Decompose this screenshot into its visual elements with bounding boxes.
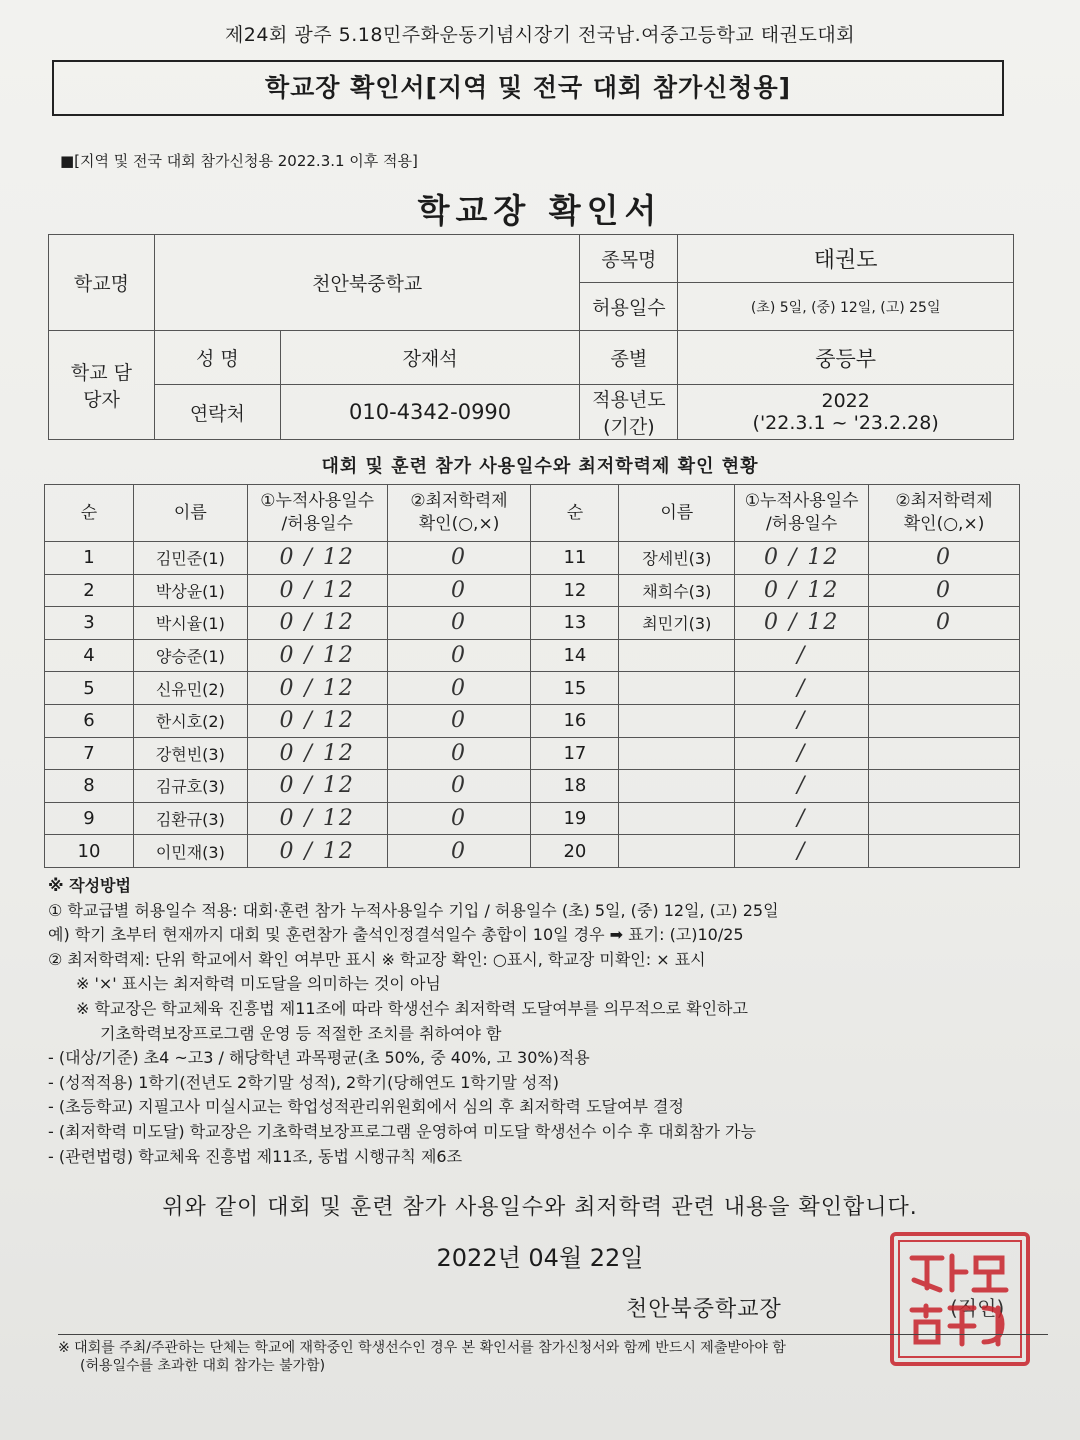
issue-date: 2022년 04월 22일 [436, 1244, 644, 1272]
used-days: / [735, 737, 869, 770]
row-number: 20 [531, 835, 619, 868]
note-line: - (대상/기준) 초4 ~고3 / 해당학년 과목평균(초 50%, 중 40%, 고 30%)적용 [48, 1048, 590, 1068]
footer-notice [58, 1334, 1048, 1375]
contact-group-label: 학교 담당자 [49, 331, 155, 440]
table-row [45, 639, 1020, 672]
row-number: 15 [531, 672, 619, 705]
row-number: 8 [45, 770, 134, 803]
row-number: 17 [531, 737, 619, 770]
allowed-days-label: 허용일수 [580, 283, 678, 331]
principal-signature: 천안북중학교장 [626, 1297, 782, 1322]
used-days: 0 / 12 [247, 737, 387, 770]
used-days: 0 / 12 [247, 574, 387, 607]
note-line: - (최저학력 미도달) 학교장은 기초학력보장프로그램 운영하여 미도달 학생선수 이수 후 대회참가 가능 [48, 1121, 756, 1141]
min-academic-check [869, 770, 1020, 803]
table-row [45, 802, 1020, 835]
student-name: 김규호(3) [133, 770, 247, 803]
used-days: 0 / 12 [247, 704, 387, 737]
footer-line: (허용일수를 초과한 대회 참가는 불가함) [80, 1358, 326, 1374]
col-days-right: ①누적사용일수 /허용일수 [735, 485, 869, 542]
note-line: - (성적적용) 1학기(전년도 2학기말 성적), 2학기(당해연도 1학기말 성적) [48, 1072, 560, 1092]
used-days: 0 / 12 [735, 542, 869, 575]
used-days: 0 / 12 [247, 672, 387, 705]
footer-line: ※ 대회를 주최/주관하는 단체는 학교에 재학중인 학생선수인 경우 본 확인서를 참가신청서와 함께 반드시 제출받아야 함 [58, 1340, 786, 1356]
col-days-left: ①누적사용일수 /허용일수 [247, 485, 387, 542]
student-name: 최민기(3) [619, 607, 735, 640]
col-no-right: 순 [531, 485, 619, 542]
school-info-table [48, 234, 1014, 440]
event-title: 제24회 광주 5.18민주화운동기념시장기 전국남.여중고등학교 태권도대회 [224, 24, 856, 46]
student-name [619, 737, 735, 770]
seal-placeholder: (직인) [950, 1296, 1005, 1320]
school-name-value: 천안북중학교 [154, 235, 580, 331]
note-line: 예) 학기 초부터 현재까지 대회 및 훈련참가 출석인정결석일수 총합이 10일 경우 ➡ 표기: (고)10/25 [48, 925, 744, 945]
row-number: 6 [45, 704, 134, 737]
min-academic-check: 0 [869, 574, 1020, 607]
table-row [45, 574, 1020, 607]
row-number: 1 [45, 542, 134, 575]
notes-heading: ※ 작성방법 [48, 876, 131, 895]
col-min-right: ②최저학력제 확인(○,×) [869, 485, 1020, 542]
min-academic-check: 0 [387, 737, 531, 770]
table-row [45, 672, 1020, 705]
min-academic-check: 0 [387, 639, 531, 672]
event-value: 태권도 [678, 235, 1014, 283]
used-days: / [735, 672, 869, 705]
student-name [619, 770, 735, 803]
row-number: 9 [45, 802, 134, 835]
min-academic-check: 0 [869, 607, 1020, 640]
min-academic-check [869, 704, 1020, 737]
used-days: 0 / 12 [247, 770, 387, 803]
student-name: 채희수(3) [619, 574, 735, 607]
year-label: 적용년도 (기간) [580, 385, 678, 440]
min-academic-check [869, 802, 1020, 835]
min-academic-check: 0 [387, 802, 531, 835]
allowed-days-value: (초) 5일, (중) 12일, (고) 25일 [678, 283, 1014, 331]
school-name-label: 학교명 [49, 235, 155, 331]
table-row [45, 542, 1020, 575]
col-min-left: ②최저학력제 확인(○,×) [387, 485, 531, 542]
min-academic-check: 0 [387, 770, 531, 803]
student-name [619, 672, 735, 705]
used-days: / [735, 770, 869, 803]
row-number: 2 [45, 574, 134, 607]
table-row [45, 737, 1020, 770]
contact-phone-value: 010-4342-0990 [280, 385, 580, 440]
form-title-box: 학교장 확인서[지역 및 전국 대회 참가신청용] [52, 60, 1004, 116]
table-row [45, 704, 1020, 737]
note-line: ※ '×' 표시는 최저학력 미도달을 의미하는 것이 아님 [76, 974, 441, 994]
row-number: 12 [531, 574, 619, 607]
min-academic-check: 0 [387, 574, 531, 607]
row-number: 13 [531, 607, 619, 640]
row-number: 14 [531, 639, 619, 672]
contact-name-label: 성 명 [154, 331, 280, 385]
student-name: 박상윤(1) [133, 574, 247, 607]
period-value: ('22.3.1 ~ '23.2.28) [752, 412, 939, 434]
contact-phone-label: 연락처 [154, 385, 280, 440]
row-number: 7 [45, 737, 134, 770]
student-name: 강현빈(3) [133, 737, 247, 770]
note-line: 기초학력보장프로그램 운영 등 적절한 조치를 취하여야 함 [100, 1023, 502, 1043]
writing-instructions [48, 874, 1038, 1169]
min-academic-check [869, 835, 1020, 868]
min-academic-check [869, 737, 1020, 770]
row-number: 11 [531, 542, 619, 575]
year-cell [678, 385, 1014, 440]
used-days: 0 / 12 [247, 835, 387, 868]
document-title: 학교장 확인서 [417, 191, 663, 230]
used-days: / [735, 639, 869, 672]
division-value: 중등부 [678, 331, 1014, 385]
row-number: 4 [45, 639, 134, 672]
note-line: ② 최저학력제: 단위 학교에서 확인 여부만 표시 ※ 학교장 확인: ○표시, 학교장 미확인: × 표시 [48, 949, 706, 969]
row-number: 19 [531, 802, 619, 835]
min-academic-check: 0 [869, 542, 1020, 575]
used-days: 0 / 12 [735, 607, 869, 640]
used-days: 0 / 12 [735, 574, 869, 607]
min-academic-check [869, 672, 1020, 705]
row-number: 5 [45, 672, 134, 705]
note-line: ※ 학교장은 학교체육 진흥법 제11조에 따라 학생선수 최저학력 도달여부를 의무적으로 확인하고 [76, 998, 748, 1018]
col-name-right: 이름 [619, 485, 735, 542]
table-row [45, 770, 1020, 803]
row-number: 3 [45, 607, 134, 640]
used-days: / [735, 802, 869, 835]
col-name-left: 이름 [133, 485, 247, 542]
table-header-row [45, 485, 1020, 542]
table-row [45, 835, 1020, 868]
student-name [619, 704, 735, 737]
min-academic-check: 0 [387, 672, 531, 705]
student-name: 한시호(2) [133, 704, 247, 737]
min-academic-check: 0 [387, 607, 531, 640]
event-label: 종목명 [580, 235, 678, 283]
used-days: / [735, 835, 869, 868]
confirmation-statement: 위와 같이 대회 및 훈련 참가 사용일수와 최저학력 관련 내용을 확인합니다. [162, 1195, 918, 1220]
min-academic-check: 0 [387, 704, 531, 737]
student-name: 신유민(2) [133, 672, 247, 705]
note-line: - (관련법령) 학교체육 진흥법 제11조, 동법 시행규칙 제6조 [48, 1146, 463, 1166]
used-days: 0 / 12 [247, 802, 387, 835]
student-name [619, 639, 735, 672]
used-days: 0 / 12 [247, 607, 387, 640]
student-name [619, 835, 735, 868]
min-academic-check: 0 [387, 542, 531, 575]
student-name: 양승준(1) [133, 639, 247, 672]
contact-name-value: 장재석 [280, 331, 580, 385]
division-label: 종별 [580, 331, 678, 385]
row-number: 18 [531, 770, 619, 803]
min-academic-check [869, 639, 1020, 672]
student-name: 장세빈(3) [619, 542, 735, 575]
col-no-left: 순 [45, 485, 134, 542]
student-name [619, 802, 735, 835]
row-number: 16 [531, 704, 619, 737]
student-status-table [44, 484, 1020, 868]
used-days: 0 / 12 [247, 542, 387, 575]
used-days: 0 / 12 [247, 639, 387, 672]
student-name: 박시율(1) [133, 607, 247, 640]
status-section-title: 대회 및 훈련 참가 사용일수와 최저학력제 확인 현황 [321, 456, 759, 477]
row-number: 10 [45, 835, 134, 868]
student-name: 김환규(3) [133, 802, 247, 835]
note-line: - (초등학교) 지필고사 미실시교는 학업성적관리위원회에서 심의 후 최저학력 도달여부 결정 [48, 1097, 684, 1117]
table-row [45, 607, 1020, 640]
year-value: 2022 [821, 390, 870, 412]
note-line: ① 학교급별 허용일수 적용: 대회·훈련 참가 누적사용일수 기입 / 허용일수 (초) 5일, (중) 12일, (고) 25일 [48, 900, 779, 920]
applies-note: ■[지역 및 전국 대회 참가신청용 2022.3.1 이후 적용] [60, 152, 418, 170]
student-name: 이민재(3) [133, 835, 247, 868]
student-name: 김민준(1) [133, 542, 247, 575]
used-days: / [735, 704, 869, 737]
min-academic-check: 0 [387, 835, 531, 868]
